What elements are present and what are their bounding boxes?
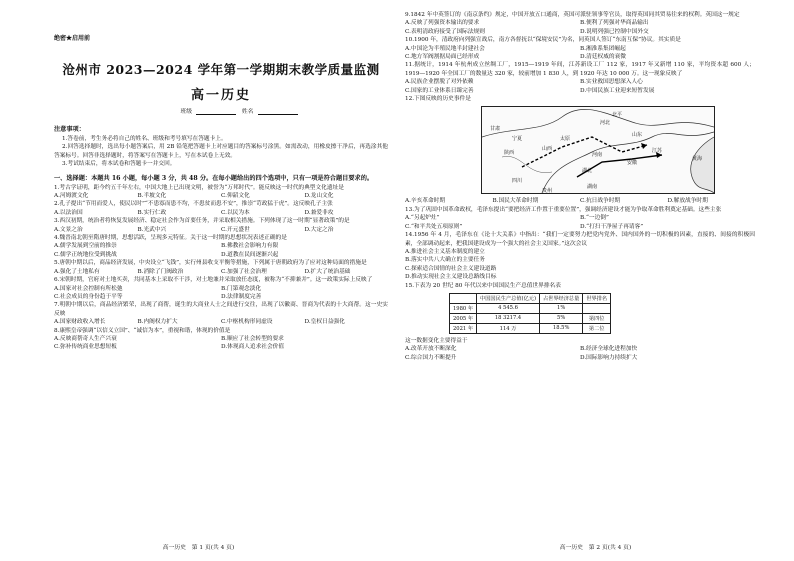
table-row <box>450 323 611 333</box>
notice-item: 1.答卷前，考生务必将自己的姓名、班级和考号填写在答题卡上。 <box>62 136 227 142</box>
answer-option[interactable]: D.兼爱非攻 <box>304 209 334 216</box>
question-item <box>54 259 388 276</box>
answer-option[interactable]: A.国家财政收入增长 <box>54 319 106 326</box>
question-item <box>405 36 755 61</box>
answer-option[interactable]: C.仰韶文化 <box>221 193 250 200</box>
answer-option[interactable]: B.国民大革命时期 <box>492 198 539 205</box>
class-name-line <box>54 106 388 115</box>
question-stem: 1.考古学证明，距今约五千年左右，中国大地上已出现文明，被誉为“万邦时代”。能反映这一时代的典型文化遗址是 <box>54 184 344 191</box>
table-cell: 18.5% <box>539 323 582 333</box>
answer-option[interactable]: C.中枢机构形同虚设 <box>221 319 273 326</box>
answer-option[interactable]: B.顺应了社会转型的要求 <box>221 335 284 342</box>
question-item <box>54 217 388 234</box>
table-header-cell <box>450 293 477 303</box>
question-stem: 4.魏晋南北朝至隋唐时期，思想活跃，呈现多元特征。关于这一时期的思想状况表述正确的是 <box>54 235 287 242</box>
table-cell: 1980 年 <box>450 303 477 313</box>
table-cell: 4 545.6 <box>477 303 540 313</box>
answer-option[interactable]: C.国家的工业体系日臻完善 <box>405 87 474 94</box>
answer-options <box>405 345 755 362</box>
answer-option[interactable]: B.便利了列强对华商品输出 <box>580 20 649 27</box>
table-cell: 第四位 <box>583 313 611 323</box>
answer-option[interactable]: A.反映商帮奇人生产兴衰 <box>54 335 117 342</box>
question-item <box>405 11 755 36</box>
answer-option[interactable]: B.湘淮系集团崛起 <box>580 45 626 52</box>
question-item <box>405 282 755 363</box>
map-label: 宁夏 <box>512 136 523 143</box>
answer-options <box>405 78 755 95</box>
question-stem: 11.据统计，1914 年杭州成立丝绸工厂，1915—1919 年间，江苏新设工厂 112 家，1917 年又新增 110 家，平均资本超 600 人；1919—1920 年全国工厂的数量达 320 家，较前增加 1 830 人，到 1920 年达 10 000 万。这一现象反映了 <box>405 62 755 77</box>
question-item <box>405 206 755 231</box>
answer-option[interactable]: D.法律制度完善 <box>221 293 262 300</box>
answer-option[interactable]: A.儒学发展到空前的推崇 <box>54 243 117 250</box>
question-stem: 15.下表为 20 世纪 80 年代以来中国国民生产总值世界排名表 <box>405 282 561 289</box>
answer-option[interactable]: A.改革开放不断深化 <box>405 346 457 353</box>
question-stem: 8.康熙皇帝强调“以信义立国”、“诚信为本”，重视和谐，体现的价值是 <box>54 327 231 334</box>
map-label: 太原 <box>560 136 571 143</box>
map-label: 河北 <box>600 120 611 127</box>
answer-option[interactable]: C.综合国力不断提升 <box>405 354 457 361</box>
map-label: 湖北 <box>582 168 593 175</box>
answer-option[interactable]: C.加强了社会治理 <box>221 268 267 275</box>
exam-title: 沧州市 2023—2024 学年第一学期期末教学质量监测 <box>62 62 380 77</box>
map-label: 山东 <box>632 132 643 139</box>
question-list-left <box>54 184 388 352</box>
section-1-heading: 一、选择题：本题共 16 小题，每小题 3 分，共 48 分。在每小题给出的四个选项中，只有一项是符合题目要求的。 <box>54 174 374 182</box>
exam-page-2 <box>397 0 794 561</box>
answer-option[interactable]: B.佛教社会影响力有限 <box>221 243 279 250</box>
answer-option[interactable]: A.文景之治 <box>54 226 83 233</box>
answer-option[interactable]: D.国际影响力持续扩大 <box>580 354 638 361</box>
question-item <box>405 231 755 281</box>
answer-option[interactable]: C.社会成员的身份趋于平等 <box>54 293 123 300</box>
class-blank[interactable] <box>196 108 236 115</box>
answer-option[interactable]: C.表明清政府接受了国际法规则 <box>405 28 485 35</box>
question-list-right <box>405 11 755 362</box>
answer-options <box>54 285 388 302</box>
page-2-content <box>405 11 755 543</box>
map-label: 北平 <box>612 112 623 119</box>
answer-options <box>405 214 755 231</box>
answer-options <box>405 197 755 205</box>
answer-option[interactable]: B.实行仁政 <box>137 209 167 216</box>
answer-option[interactable]: C.弥补传统商业思想短板 <box>54 344 117 351</box>
question-stem: 5.唐朝中期以后，商品经济发展，中央设立“飞钱”，实行州县收支平衡等措施，下列属于唐朝政府为了应对这种局面的措施是 <box>54 260 367 267</box>
map-label: 甘肃 <box>490 126 501 133</box>
question-item <box>405 95 755 206</box>
page-2-footer: 高一历史 第 2 页(共 4 页) <box>559 545 632 551</box>
class-label: 班级 <box>180 109 193 115</box>
page-1-content <box>54 33 388 543</box>
answer-option[interactable]: D.大定之治 <box>304 226 334 233</box>
question-stem: 9.1842 年中英签订的《南京条约》规定，中国开放五口通商，英国可派驻领事等官员，取得英国同其贸易往来的权利。英国这一规定 <box>405 12 740 18</box>
table-cell: 2005 年 <box>450 313 477 323</box>
question-stem: 14.1956 年 4 月，毛泽东在《论十大关系》中指出：“我们一定要努力把党内党外、国内国外的一切积极的因素，直接的、间接的积极因素，全部调动起来，把我国建设成为一个强大的社会主义国家。”这次会议 <box>405 232 755 247</box>
name-blank[interactable] <box>258 108 298 115</box>
question-item <box>54 234 388 259</box>
answer-option[interactable]: C.以民为本 <box>221 209 250 216</box>
gdp-ranking-table <box>449 293 611 334</box>
answer-option[interactable]: C.开元盛世 <box>221 226 250 233</box>
question-item <box>405 61 755 95</box>
table-header-cell: 占世界经济总量 <box>539 293 582 303</box>
answer-option[interactable]: D.解放战争时期 <box>667 198 708 205</box>
map-label: 江苏 <box>652 148 663 155</box>
page-1-footer: 高一历史 第 1 页(共 4 页) <box>162 545 235 551</box>
table-cell: 1% <box>539 303 582 313</box>
answer-option[interactable]: C.探索适合国情的社会主义建设道路 <box>405 265 497 272</box>
answer-option[interactable]: B.光武中兴 <box>137 226 167 233</box>
answer-option[interactable]: B.经济全球化进程加快 <box>580 346 638 353</box>
answer-options <box>54 242 388 259</box>
map-label: 四川 <box>512 178 523 185</box>
answer-options <box>54 209 388 217</box>
answer-option[interactable]: B.“一边倒” <box>580 215 609 222</box>
question-item <box>54 184 388 201</box>
question-item <box>54 276 388 301</box>
answer-option[interactable]: D.清廷权威的衰微 <box>580 54 626 61</box>
exam-subject: 高一历史 <box>190 88 251 103</box>
table-followup: 这一数据变化主要得益于 <box>405 337 468 344</box>
question-item <box>54 327 388 352</box>
answer-option[interactable]: A.反映了列强资本输出的要求 <box>405 20 480 27</box>
answer-options <box>405 45 755 62</box>
answer-option[interactable]: C.抗日战争时期 <box>580 198 621 205</box>
answer-option[interactable]: D.道教在民间逐渐兴起 <box>221 251 279 258</box>
answer-options <box>54 268 388 276</box>
notice-heading: 注意事项： <box>54 126 85 133</box>
answer-options <box>54 335 388 352</box>
map-label: 陕西 <box>504 150 515 157</box>
notice-item: 2.回答选择题时，选出每小题答案后，用 2B 铅笔把答题卡上对应题目的答案标号涂黑。如需改动，用橡皮擦干净后，再选涂其他答案标号。回答非选择题时，将答案写在答题卡上，写在本试卷上无效。 <box>54 144 388 159</box>
answer-option[interactable]: B.门第观念淡化 <box>221 285 262 292</box>
answer-option[interactable]: A.国家对社会控制有所松弛 <box>54 285 123 292</box>
answer-option[interactable]: A.民族企业摆脱了对外依赖 <box>405 79 474 86</box>
table-cell: 5% <box>539 313 582 323</box>
map-label: 贵州 <box>542 188 553 195</box>
answer-option[interactable]: D.扩大了统治基础 <box>304 268 351 275</box>
map-label: 山西 <box>542 146 553 153</box>
map-label: 黄海 <box>692 156 703 163</box>
question-stem: 13.为了巩固中国革命政权，毛泽东提出“要把经济工作置于重要位置”，强调经济建设才能为争取革命胜利奠定基础。这些主张 <box>405 206 722 213</box>
table-header-cell: 世界排名 <box>583 293 611 303</box>
answer-option[interactable]: A.辛亥革命时期 <box>405 198 446 205</box>
table-row <box>450 303 611 313</box>
answer-option[interactable]: B.内阁权力扩大 <box>137 319 178 326</box>
answer-option[interactable]: A.河姆渡文化 <box>54 193 89 200</box>
question-item <box>54 200 388 217</box>
answer-options <box>54 318 388 326</box>
notice-list <box>54 135 388 169</box>
answer-option[interactable]: C.儒学正统地位受到挑战 <box>54 251 117 258</box>
answer-option[interactable]: D.体现商人追求社会价值 <box>221 344 285 351</box>
answer-option[interactable]: C.地方军阀割据局面已经形成 <box>405 54 480 61</box>
map-label: 湖南 <box>587 184 598 191</box>
name-label: 姓名 <box>241 109 254 115</box>
answer-option[interactable]: D.“打扫干净屋子再请客” <box>580 223 644 230</box>
table-row <box>450 313 611 323</box>
question-stem: 2.孔子提出“节用而爱人，使民以时”“不患寡而患不均，不患贫而患不安”，推崇“苛政猛于虎”。这反映孔子主张 <box>54 201 333 208</box>
answer-options <box>405 19 755 36</box>
answer-options <box>54 226 388 234</box>
question-stem: 6.宋朝时期，官府对土地买卖，共同基本上采取不干涉，对土地兼并采取放任态度，被称为“不抑兼并”。这一政策实际上反映了 <box>54 277 373 284</box>
table-cell <box>583 303 611 313</box>
answer-option[interactable]: B.半坡文化 <box>137 193 167 200</box>
answer-option[interactable]: D.推动实现社会主义建设总路线目标 <box>405 274 497 281</box>
table-cell: 18 3217.4 <box>477 313 540 323</box>
secret-label: 绝密★启用前 <box>54 35 91 42</box>
historical-map <box>481 106 715 194</box>
question-stem: 12.下图反映的历史事件是 <box>405 96 471 103</box>
answer-option[interactable]: A.中国沦为半殖民地半封建社会 <box>405 45 485 52</box>
answer-option[interactable]: D.中国民族工业迎来短暂发展 <box>580 87 655 94</box>
answer-option[interactable]: A.强化了土地私有 <box>54 268 100 275</box>
map-label: 安徽 <box>627 160 638 167</box>
table-header-cell: 中国国民生产总值(亿元) <box>477 293 540 303</box>
answer-option[interactable]: A.推进社会主义基本制度的建立 <box>405 248 485 255</box>
table-cell: 114 万 <box>477 323 540 333</box>
table-cell: 2021 年 <box>450 323 477 333</box>
answer-option[interactable]: A.“另起炉灶” <box>405 215 440 222</box>
question-stem: 3.西汉初期，统治者将恢复发展经济、稳定社会作为首要任务，并采取相关措施。下列体现了这一时期“显著政策”的是 <box>54 218 350 225</box>
notice-item: 3.考试结束后，将本试卷和答题卡一并交回。 <box>62 161 176 168</box>
answer-option[interactable]: A.以法治国 <box>54 209 83 216</box>
answer-option[interactable]: D.皇权日益强化 <box>304 319 345 326</box>
answer-option[interactable]: B.实业救国思想深入人心 <box>580 79 643 86</box>
question-stem: 10.1900 年，清政府向列强宣战后，南方各督抚以“保境安民”为名，同英国人签订“东南互保”协议。其实质是 <box>405 37 681 44</box>
answer-options <box>405 248 755 282</box>
table-cell: 第二位 <box>583 323 611 333</box>
answer-option[interactable]: B.落实中共八大确立的主要任务 <box>405 257 485 264</box>
question-stem: 7.明朝中期以后，商品经济繁荣，出现了商帮，诞生的大商业人士之间进行交往，出现了以徽商、晋商为代表的十大商帮。这一史实反映 <box>54 302 388 317</box>
answer-options <box>54 192 388 200</box>
map-label: 河南 <box>592 152 603 159</box>
question-item <box>54 301 388 326</box>
answer-option[interactable]: C.“和平共处五项原则” <box>405 223 463 230</box>
answer-option[interactable]: D.说明列强已控制中国外交 <box>580 28 649 35</box>
answer-option[interactable]: D.龙山文化 <box>304 193 334 200</box>
answer-option[interactable]: B.消除了门阀政治 <box>137 268 184 275</box>
